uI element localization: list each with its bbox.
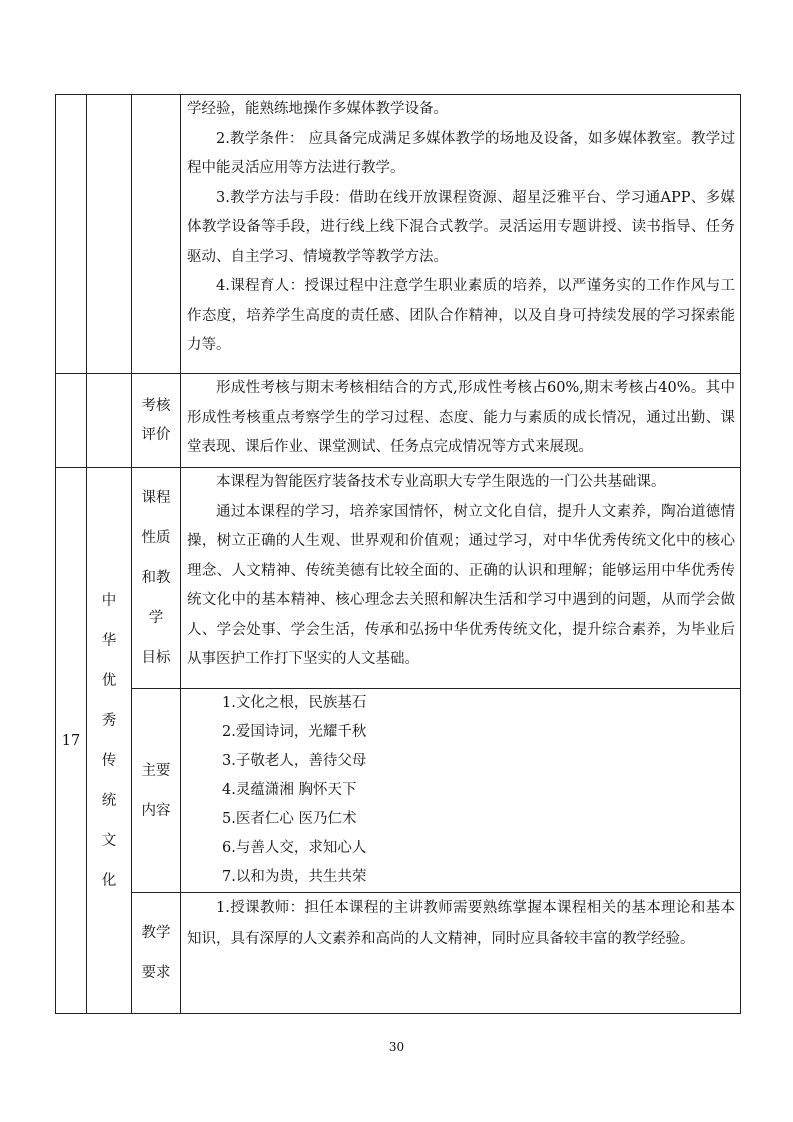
course-number: 17 <box>56 468 87 1014</box>
label-text: 课程 <box>141 490 171 506</box>
name-cell <box>87 95 132 374</box>
paragraph: 本课程为智能医疗装备技术专业高职大专学生限选的一门公共基础课。 <box>216 474 666 490</box>
number-cell <box>56 374 87 468</box>
paragraph: 2.教学条件： 应具备完成满足多媒体教学的场地及设备，如多媒体教室。教学过程中能灵活应用等方法进行教学。 <box>187 130 735 176</box>
list-item: 5.医者仁心 医乃仁术 <box>222 811 357 827</box>
label-text: 性质 <box>141 530 171 546</box>
list-item: 2.爱国诗词，光耀千秋 <box>222 724 367 740</box>
list-item: 4.灵蕴潇湘 胸怀天下 <box>222 782 357 798</box>
table-row <box>56 95 741 374</box>
paragraph: 1.授课教师：担任本课程的主讲教师需要熟练掌握本课程相关的基本理论和基本知识，具有深厚的人文素养和高尚的人文精神，同时应具备较丰富的教学经验。 <box>187 900 735 947</box>
teaching-requirements-cont <box>181 95 741 374</box>
name-cell <box>87 374 132 468</box>
table-row <box>56 374 741 468</box>
list-item: 1.文化之根，民族基石 <box>222 695 367 711</box>
paragraph: 4.课程育人：授课过程中注意学生职业素质的培养，以严谨务实的工作作风与工作态度，培养学生高度的责任感、团队合作精神，以及自身可持续发展的学习探索能力等。 <box>187 278 735 353</box>
teaching-cell <box>181 893 741 1014</box>
nature-cell <box>181 468 741 689</box>
label-text: 学 <box>148 610 164 626</box>
table-row <box>56 893 741 1014</box>
list-item: 3.子敬老人，善待父母 <box>222 753 367 769</box>
name-char: 文 <box>101 832 117 849</box>
content-cell <box>181 689 741 893</box>
name-char: 优 <box>101 672 117 689</box>
page-number: 30 <box>388 1040 405 1054</box>
content-label <box>132 689 181 893</box>
course-name <box>87 468 132 1014</box>
assessment-label <box>132 374 181 468</box>
course-table <box>55 94 741 1014</box>
name-char: 华 <box>101 632 117 649</box>
table-row <box>56 689 741 893</box>
label-text: 目标 <box>141 650 171 666</box>
assessment-cell <box>181 374 741 468</box>
name-char: 统 <box>101 792 117 809</box>
name-char: 中 <box>101 592 117 609</box>
teaching-label <box>132 893 181 1014</box>
label-text: 内容 <box>141 802 171 819</box>
paragraph: 学经验，能熟练地操作多媒体教学设备。 <box>187 101 448 117</box>
name-char: 秀 <box>101 712 117 729</box>
table-row <box>56 468 741 689</box>
name-char: 传 <box>101 752 117 769</box>
label-text: 要求 <box>141 965 171 981</box>
paragraph: 3.教学方法与手段：借助在线开放课程资源、超星泛雅平台、学习通APP、多媒体教学设备等手段，进行线上线下混合式教学。灵活运用专题讲授、读书指导、任务驱动、自主学习、情境教学等教学方法。 <box>187 189 735 265</box>
nature-label <box>132 468 181 689</box>
number-cell <box>56 95 87 374</box>
list-item: 7.以和为贵，共生共荣 <box>222 869 367 885</box>
label-text: 和教 <box>141 570 171 586</box>
name-char: 化 <box>101 872 117 889</box>
label-text: 主要 <box>141 762 171 779</box>
label-cell <box>132 95 181 374</box>
label-text: 考核评价 <box>141 397 171 443</box>
paragraph: 通过本课程的学习，培养家国情怀，树立文化自信，提升人文素养，陶冶道德情操，树立正确的人生观、世界观和价值观；通过学习，对中华优秀传统文化中的核心理念、人文精神、传统美德有比较全面的、正确的认识和理解；能够运用中华优秀传统文化中的基本精神、核心理念去关照和解决生活和学习中遇到的问题，从而学会做人、学会处事、学会生活，传承和弘扬中华优秀传统文化，提升综合素养，为毕业后从事医护工作打下坚实的人文基础。 <box>187 503 735 667</box>
assessment-text: 形成性考核与期末考核相结合的方式,形成性考核占60%,期末考核占40%。其中形成性考核重点考察学生的学习过程、态度、能力与素质的成长情况，通过出勤、课堂表现、课后作业、课堂测试、任务点完成情况等方式来展现。 <box>187 380 735 455</box>
list-item: 6.与善人交，求知心人 <box>222 840 367 856</box>
label-text: 教学 <box>141 925 171 941</box>
